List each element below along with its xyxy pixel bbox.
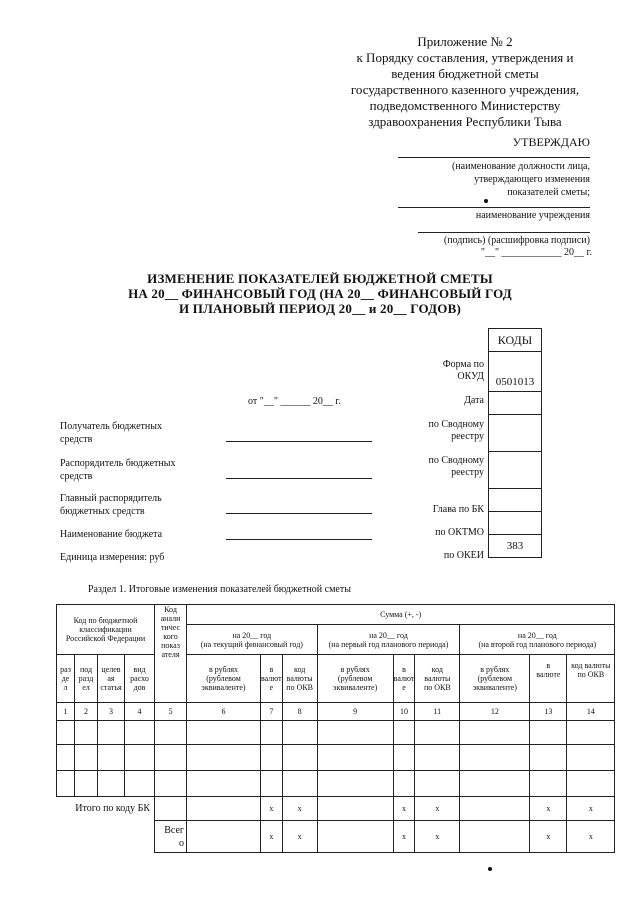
glava-code (489, 489, 542, 512)
x-mark: x (393, 797, 415, 821)
x-mark: x (567, 821, 615, 853)
col-num: 11 (415, 703, 460, 721)
x-mark: x (282, 821, 317, 853)
codes-header: КОДЫ (489, 329, 542, 352)
okud-label: Форма по ОКУД (442, 359, 484, 382)
col-target: целев ая статья (98, 655, 125, 703)
manager-label: Распорядитель бюджетных средств (60, 458, 176, 482)
budget-line (226, 539, 372, 540)
col-num: 2 (75, 703, 98, 721)
col-cur-1: в валют е (261, 655, 283, 703)
appendix-line: ведения бюджетной сметы (391, 66, 539, 81)
x-mark: x (530, 797, 567, 821)
year-second-plan-header: на 20__ год (на второй год планового периода) (460, 625, 615, 655)
col-subsection: под разд ел (75, 655, 98, 703)
table-row (57, 721, 615, 745)
position-hint: (наименование должности лица, утверждающего изменения показателей сметы; (451, 161, 590, 198)
appendix-line: подведомственного Министерству (369, 98, 561, 113)
okud-code: 0501013 (489, 352, 542, 392)
column-numbers-row (57, 703, 615, 721)
x-mark: x (393, 821, 415, 853)
col-num: 13 (530, 703, 567, 721)
from-date: от "__" ______ 20__ г. (248, 396, 341, 407)
appendix-line: государственного казенного учреждения, (350, 82, 580, 97)
budget-label: Наименование бюджета (60, 529, 163, 540)
svod2-code (489, 452, 542, 489)
dot-mark (488, 867, 492, 871)
date-code (489, 392, 542, 415)
manager-line (226, 478, 372, 479)
appendix-line: к Порядку составления, утверждения и (356, 50, 574, 65)
appendix-line: Приложение № 2 (417, 34, 513, 49)
kbk-header: Код по бюджетной классификации Российской Федерации (57, 605, 155, 655)
col-num: 6 (187, 703, 261, 721)
approve-date: "__" ____________ 20__ г. (480, 247, 592, 258)
col-num: 7 (261, 703, 283, 721)
analytic-header: Код анали тичес кого показ ателя (155, 605, 187, 703)
appendix-line: здравоохранения Республики Тыва (368, 114, 562, 129)
col-rub-3: в рублях (рублевом эквиваленте) (460, 655, 530, 703)
x-mark: x (530, 821, 567, 853)
col-num: 10 (393, 703, 415, 721)
x-mark: x (282, 797, 317, 821)
table-row (57, 745, 615, 771)
col-num: 4 (125, 703, 155, 721)
svod2-label: по Сводному реестру (428, 455, 484, 478)
institution-line (398, 207, 590, 208)
x-mark: x (261, 821, 283, 853)
year-first-plan-header: на 20__ год (на первый год планового периода) (317, 625, 460, 655)
chief-label: Главный распорядитель бюджетных средств (60, 493, 162, 517)
signature-hint: (подпись) (расшифровка подписи) (443, 235, 590, 246)
total-bk-row (57, 797, 615, 821)
oktmo-label: по ОКТМО (435, 527, 484, 538)
col-expense-type: вид расхо дов (125, 655, 155, 703)
col-cur-2: в валют е (393, 655, 415, 703)
section-title: Раздел 1. Итоговые изменения показателей бюджетной сметы (88, 584, 351, 595)
signature-line (418, 232, 590, 233)
col-num: 12 (460, 703, 530, 721)
total-all-label: Всег о (155, 821, 187, 853)
recipient-line (226, 441, 372, 442)
oktmo-code (489, 512, 542, 535)
okei-label: по ОКЕИ (443, 550, 484, 561)
sum-header: Сумма (+, -) (187, 605, 615, 625)
col-cur-3: в валюте (530, 655, 567, 703)
table-row (57, 771, 615, 797)
appendix-block (340, 34, 590, 130)
col-num: 14 (567, 703, 615, 721)
budget-table (56, 604, 615, 853)
col-rub-2: в рублях (рублевом эквиваленте) (317, 655, 393, 703)
col-num: 9 (317, 703, 393, 721)
x-mark: x (415, 797, 460, 821)
col-num: 5 (155, 703, 187, 721)
institution-hint: наименование учреждения (475, 210, 590, 221)
unit-label: Единица измерения: руб (60, 552, 165, 563)
col-okv-3: код валюты по ОКВ (567, 655, 615, 703)
position-line (398, 157, 590, 158)
col-num: 8 (282, 703, 317, 721)
okei-code: 383 (489, 535, 542, 558)
x-mark: x (567, 797, 615, 821)
col-section: раз де л (57, 655, 75, 703)
svod1-code (489, 415, 542, 452)
approve-title: УТВЕРЖДАЮ (512, 135, 590, 149)
col-rub-1: в рублях (рублевом эквиваленте) (187, 655, 261, 703)
col-num: 3 (98, 703, 125, 721)
x-mark: x (415, 821, 460, 853)
document-title: ИЗМЕНЕНИЕ ПОКАЗАТЕЛЕЙ БЮДЖЕТНОЙ СМЕТЫ НА 20__ ФИНАНСОВЫЙ ГОД (НА 20__ ФИНАНСОВЫЙ ГОД И ПЛАНОВЫЙ ПЕРИОД 20__ и 20__ ГОДОВ) (128, 271, 512, 316)
col-okv-1: код валюты по ОКВ (282, 655, 317, 703)
codes-table (488, 328, 542, 558)
dot-mark (484, 199, 488, 203)
recipient-label: Получатель бюджетных средств (60, 421, 162, 445)
glava-label: Глава по БК (432, 504, 484, 515)
date-label: Дата (464, 395, 484, 406)
svod1-label: по Сводному реестру (428, 419, 484, 442)
col-okv-2: код валюты по ОКВ (415, 655, 460, 703)
total-bk-label: Итого по коду БК (57, 797, 155, 821)
x-mark: x (261, 797, 283, 821)
total-all-row (57, 821, 615, 853)
chief-line (226, 513, 372, 514)
col-num: 1 (57, 703, 75, 721)
year-current-header: на 20__ год (на текущий финансовый год) (187, 625, 318, 655)
